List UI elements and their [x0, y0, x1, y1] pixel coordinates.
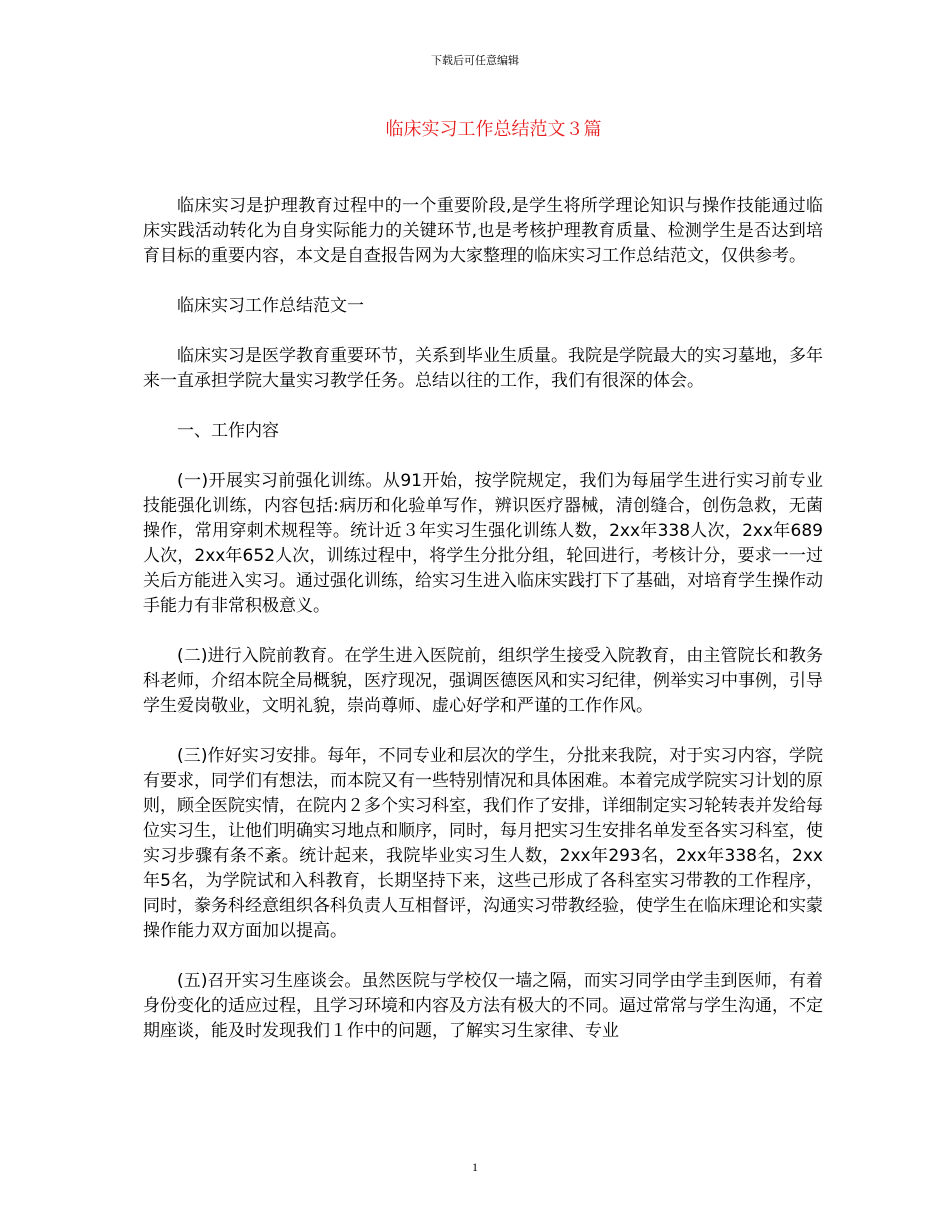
paragraph-overview: 临床实习是医学教育重要环节，关系到毕业生质量。我院是学院最大的实习墓地，多年来一直承担学院大量实习教学任务。总结以往的工作，我们有很深的体会。 [143, 346, 823, 391]
document-title: 临床实习工作总结范文３篇 [385, 119, 602, 140]
document-body [143, 194, 823, 1069]
paragraph-item-two: (二)进行入院前教育。在学生进入医院前，组织学生接受入院教育，由主管院长和教务科老师，介绍本院全局概貌，医疗现况，强调医德医风和实习纪律，例举实习中事例，引导学生爱岗敬业，文明礼貌，崇尚尊师、虚心好学和严谨的工作作风。 [143, 646, 823, 716]
page-number: 1 [472, 1160, 478, 1174]
paragraph-item-three: (三)作好实习安排。每年，不同专业和层次的学生，分批来我院，对于实习内容，学院有要求，同学们有想法，而本院又有一些特别情况和具体困难。本着完成学院实习计划的原则，顾全医院实情，在院内２多个实习科室，我们作了安排，详细制定实习轮转表并发给每位实习生，让他们明确实习地点和顺序，同时，每月把实习生安排名单发至各实习科室，使实习步骤有条不紊。统计起来，我院毕业实习生人数，2xx年293名，2xx年338名，2xx年5名，为学院试和入科教育，长期坚持下来，这些己形成了各科室实习带教的工作程序，同时，豢务科经意组织各科负责人互相督评，沟通实习带教经验，使学生在临床理论和实蒙操作能力双方面加以提高。 [143, 746, 823, 941]
paragraph-item-one: (一)开展实习前强化训练。从91开始，按学院规定，我们为每届学生进行实习前专业技能强化训练，内容包括:病历和化验单写作，辨识医疗器械，清创缝合，创伤急救，无菌操作，常用穿刺术规程等。统计近３年实习生强化训练人数，2xx年338人次，2xx年689人次，2xx年652人次，训练过程中，将学生分批分组，轮回进行，考核计分，要求一一过关后方能进入实习。通过强化训练，给实习生进入临床实践打下了基础，对培育学生操作动手能力有非常积极意义。 [143, 471, 823, 616]
paragraph-item-five: (五)召开实习生座谈会。虽然医院与学校仅一墙之隔，而实习同学由学圭到医师，有着身份变化的适应过程，且学习环境和内容及方法有极大的不同。逼过常常与学生沟通，不定期座谈，能及时发现我们１作中的问题，了解实习生家律、专业 [143, 971, 823, 1041]
section-heading-sample-one: 临床实习工作总结范文一 [177, 296, 364, 316]
section-heading-work-content: 一、工作内容 [177, 421, 279, 441]
intro-paragraph: 临床实习是护理教育过程中的一个重要阶段,是学生将所学理论知识与操作技能通过临床实践活动转化为自身实际能力的关键环节,也是考核护理教育质量、检测学生是否达到培育目标的重要内容，本文是自查报告网为大家整理的临床实习工作总结范文，仅供参考。 [143, 196, 823, 266]
header-note: 下载后可任意编辑 [431, 54, 519, 67]
